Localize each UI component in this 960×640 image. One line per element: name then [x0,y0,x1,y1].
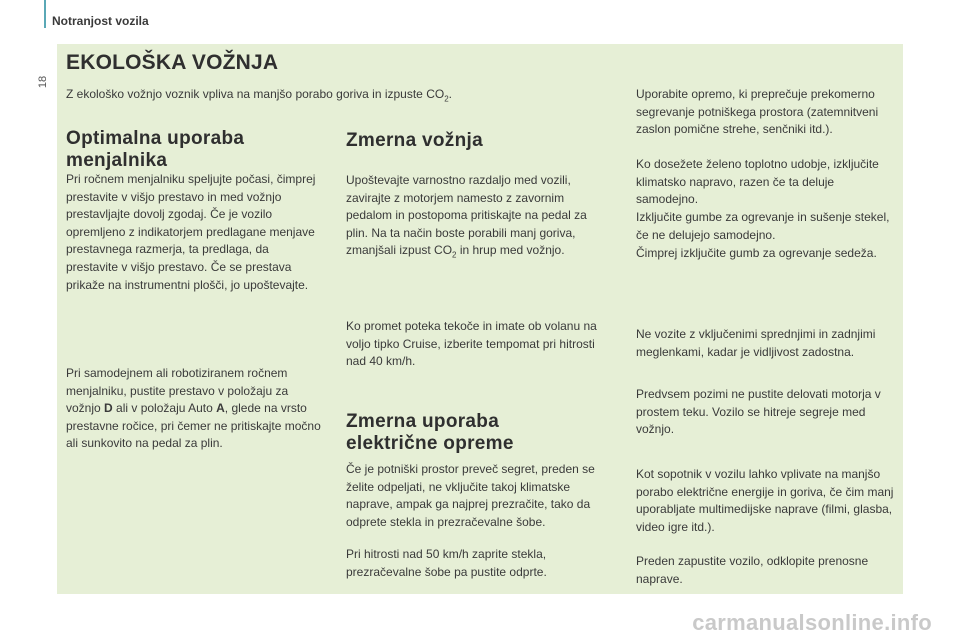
section-accent-line [44,0,46,28]
heading-electrical-equipment: Zmerna uporaba električne opreme [346,411,514,454]
ventilation-paragraph: Če je potniški prostor preveč segret, preden se želite odpeljati, ne vključite takoj klimatske naprave, ampak ga najprej prezračite, tako da odprete stekla in prezračevalne šobe. [346,462,595,529]
section-title: Notranjost vozila [52,14,149,28]
intro-text: Z ekološko vožnjo voznik vpliva na manjšo porabo goriva in izpuste $CO_2$. [66,87,452,104]
cruise-control-paragraph: Ko promet poteka tekoče in imate ob volanu na voljo tipko Cruise, izberite tempomat pri hitrosti nad 40 km/h. [346,319,597,369]
moderate-driving-paragraph: Upoštevajte varnostno razdaljo med vozili, zavirajte z motorjem namesto z zavornim pedalom in postopoma pritiskajte na pedal za plin. Na ta način boste porabili manj goriva, zmanjšali izpust $CO_2$ in hrup med vožnjo. [346,173,587,260]
watermark: carmanualsonline.info [692,610,932,635]
gearbox-manual-paragraph: Pri ročnem menjalniku speljujte počasi, čimprej prestavite v višjo prestavo in med vožnjo prestavljajte dovolj zgodaj. Če je vozilo opremljeno z indikatorjem predlagane menjave prestavnega razmerja, ta predlaga, da prestavite v višjo prestavo. Če se prestava prikaže na instrumentni plošči, jo upoštevajte. [66,172,316,292]
heading-gearbox: Optimalna uporaba menjalnika [66,128,245,171]
multimedia-paragraph: Kot sopotnik v vozilu lahko vplivate na manjšo porabo električne energije in goriva, če čim manj uporabljate multimedijske naprave (filmi, glasba, video igre itd.). [636,467,894,534]
heading-moderate-driving: Zmerna vožnja [346,130,483,151]
windows-paragraph: Pri hitrosti nad 50 km/h zaprite stekla, prezračevalne šobe pa pustite odprte. [346,547,547,579]
fog-lights-paragraph: Ne vozite z vključenimi sprednjimi in zadnjimi meglenkami, kadar je vidljivost zadostna. [636,327,876,359]
portable-devices-paragraph: Preden zapustite vozilo, odklopite prenosne naprave. [636,554,869,586]
page-title: EKOLOŠKA VOŽNJA [66,51,279,74]
gearbox-automatic-paragraph: Pri samodejnem ali robotiziranem ročnem menjalniku, pustite prestavo v položaju za vožnjo D ali v položaju Auto A, glede na vrsto prestavne ročice, pri čemer ne pritiskajte močno ali sunkovito na pedal za plin. [66,366,321,451]
page-number: 18 [37,75,49,89]
idling-paragraph: Predvsem pozimi ne pustite delovati motorja v prostem teku. Vozilo se hitreje segreje med vožnjo. [636,387,881,437]
defrost-paragraph: Izključite gumbe za ogrevanje in sušenje stekel, če ne delujejo samodejno. [636,210,890,242]
seat-heating-paragraph: Čimprej izključite gumb za ogrevanje sedeža. [636,246,877,260]
air-conditioning-paragraph: Ko dosežete želeno toplotno udobje, izključite klimatsko napravo, razen če ta deluje samodejno. [636,157,879,207]
sunshade-paragraph: Uporabite opremo, ki preprečuje prekomerno segrevanje potniškega prostora (zatemnitveni zaslon pomične strehe, senčniki itd.). [636,87,879,137]
